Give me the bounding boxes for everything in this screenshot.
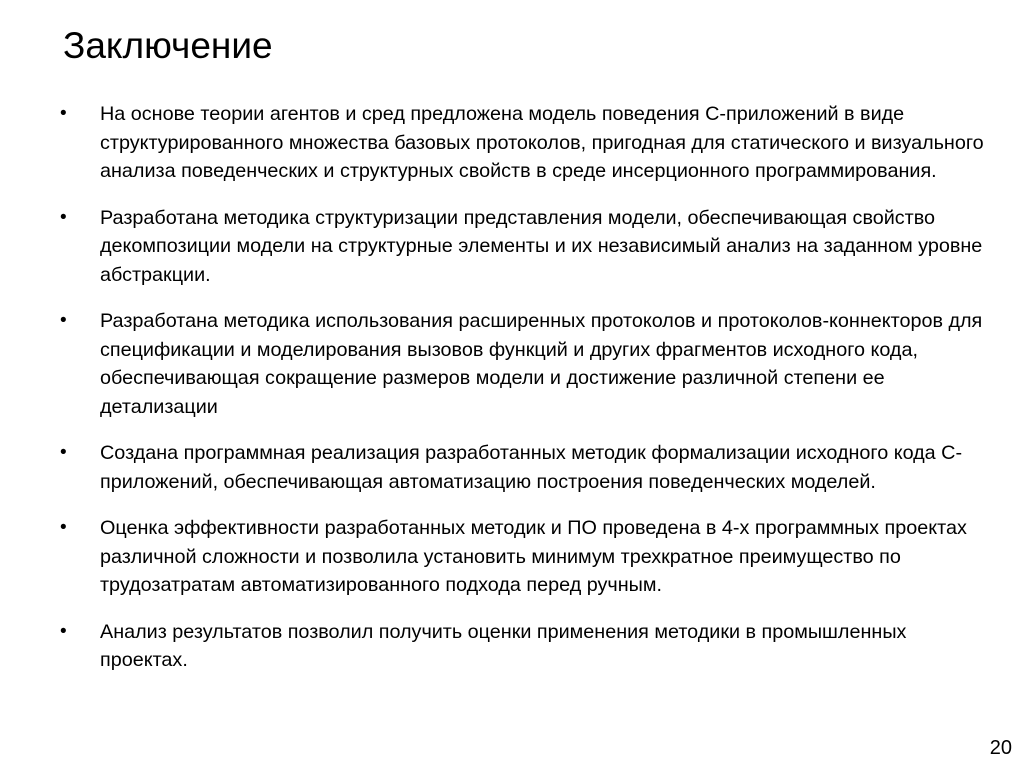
bullet-item bbox=[0, 618, 1024, 675]
bullet-text: Оценка эффективности разработанных методик и ПО проведена в 4-х программных проектах различной сложности и позволила установить минимум трехкратное преимущество по трудозатратам автоматизированного подхода перед ручным. bbox=[100, 517, 967, 596]
bullet-list bbox=[0, 100, 1024, 693]
bullet-marker: • bbox=[60, 442, 67, 463]
bullet-text: На основе теории агентов и сред предложена модель поведения С-приложений в виде структурированного множества базовых протоколов, пригодная для статического и визуального анализа поведенческих и структурных свойств в среде инсерционного программирования. bbox=[100, 103, 984, 182]
bullet-text: Разработана методика использования расширенных протоколов и протоколов-коннекторов для спецификации и моделирования вызовов функций и других фрагментов исходного кода, обеспечивающая сокращение размеров модели и достижение различной степени ее детализации bbox=[100, 310, 983, 418]
bullet-item bbox=[0, 204, 1024, 290]
slide-title: Заключение bbox=[63, 25, 273, 66]
bullet-marker: • bbox=[60, 620, 67, 642]
page-number: 20 bbox=[989, 737, 1012, 759]
bullet-marker: • bbox=[60, 206, 67, 228]
bullet-text: Создана программная реализация разработанных методик формализации исходного кода С-приложений, обеспечивающая автоматизацию построения поведенческих моделей. bbox=[100, 442, 963, 493]
bullet-text: Разработана методика структуризации представления модели, обеспечивающая свойство декомпозиции модели на структурные элементы и их независимый анализ на заданном уровне абстракции. bbox=[100, 206, 983, 286]
bullet-item bbox=[0, 439, 1024, 496]
bullet-item bbox=[0, 100, 1024, 186]
bullet-item bbox=[0, 307, 1024, 421]
bullet-item bbox=[0, 514, 1024, 600]
bullet-text: Анализ результатов позволил получить оценки применения методики в промышленных проектах. bbox=[100, 620, 907, 671]
bullet-marker: • bbox=[60, 310, 67, 331]
bullet-marker: • bbox=[60, 517, 67, 538]
bullet-marker: • bbox=[60, 103, 67, 124]
